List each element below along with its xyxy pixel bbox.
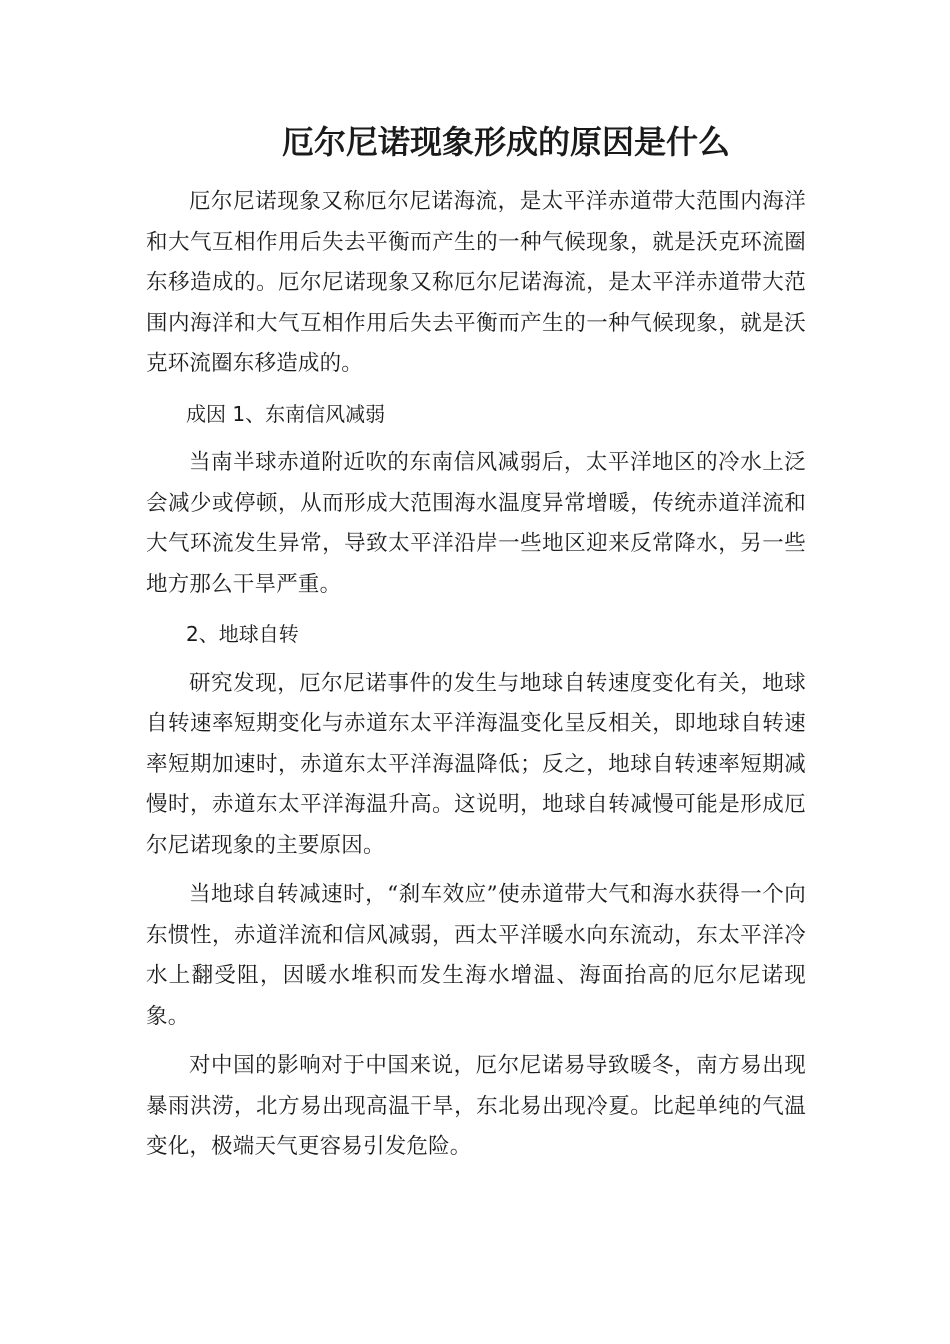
document-body	[146, 182, 806, 1168]
paragraph-gap	[146, 866, 806, 875]
paragraph-gap	[146, 605, 806, 614]
paragraph-trade-winds: 当南半球赤道附近吹的东南信风减弱后，太平洋地区的冷水上泛会减少或停顿，从而形成大范围海水温度异常增暖，传统赤道洋流和大气环流发生异常，导致太平洋沿岸一些地区迎来反常降水，另一些地方那么干旱严重。	[146, 450, 806, 597]
section-heading-cause-1: 成因 1、东南信风减弱	[186, 401, 386, 426]
paragraph-gap	[146, 385, 806, 394]
paragraph-brake-effect: 当地球自转减速时，“刹车效应”使赤道带大气和海水获得一个向东惯性，赤道洋流和信风减弱，西太平洋暖水向东流动，东太平洋冷水上翻受阻，因暖水堆积而发生海水增温、海面抬高的厄尔尼诺现象。	[146, 882, 806, 1029]
paragraph-gap	[146, 655, 806, 664]
section-heading-cause-2: 2、地球自转	[186, 622, 299, 646]
paragraph-gap	[146, 1037, 806, 1046]
paragraph-gap	[146, 434, 806, 443]
document-title: 厄尔尼诺现象形成的原因是什么	[281, 123, 730, 161]
paragraph-china-impact: 对中国的影响对于中国来说，厄尔尼诺易导致暖冬，南方易出现暴雨洪涝，北方易出现高温干旱，东北易出现冷夏。比起单纯的气温变化，极端天气更容易引发危险。	[146, 1053, 806, 1159]
paragraph-earth-rotation: 研究发现，厄尔尼诺事件的发生与地球自转速度变化有关，地球自转速率短期变化与赤道东太平洋海温变化呈反相关，即地球自转速率短期加速时，赤道东太平洋海温降低；反之，地球自转速率短期减慢时，赤道东太平洋海温升高。这说明，地球自转减慢可能是形成厄尔尼诺现象的主要原因。	[146, 670, 806, 858]
paragraph-intro: 厄尔尼诺现象又称厄尔尼诺海流，是太平洋赤道带大范围内海洋和大气互相作用后失去平衡而产生的一种气候现象，就是沃克环流圈东移造成的。厄尔尼诺现象又称厄尔尼诺海流，是太平洋赤道带大范围内海洋和大气互相作用后失去平衡而产生的一种气候现象，就是沃克环流圈东移造成的。	[146, 189, 806, 376]
